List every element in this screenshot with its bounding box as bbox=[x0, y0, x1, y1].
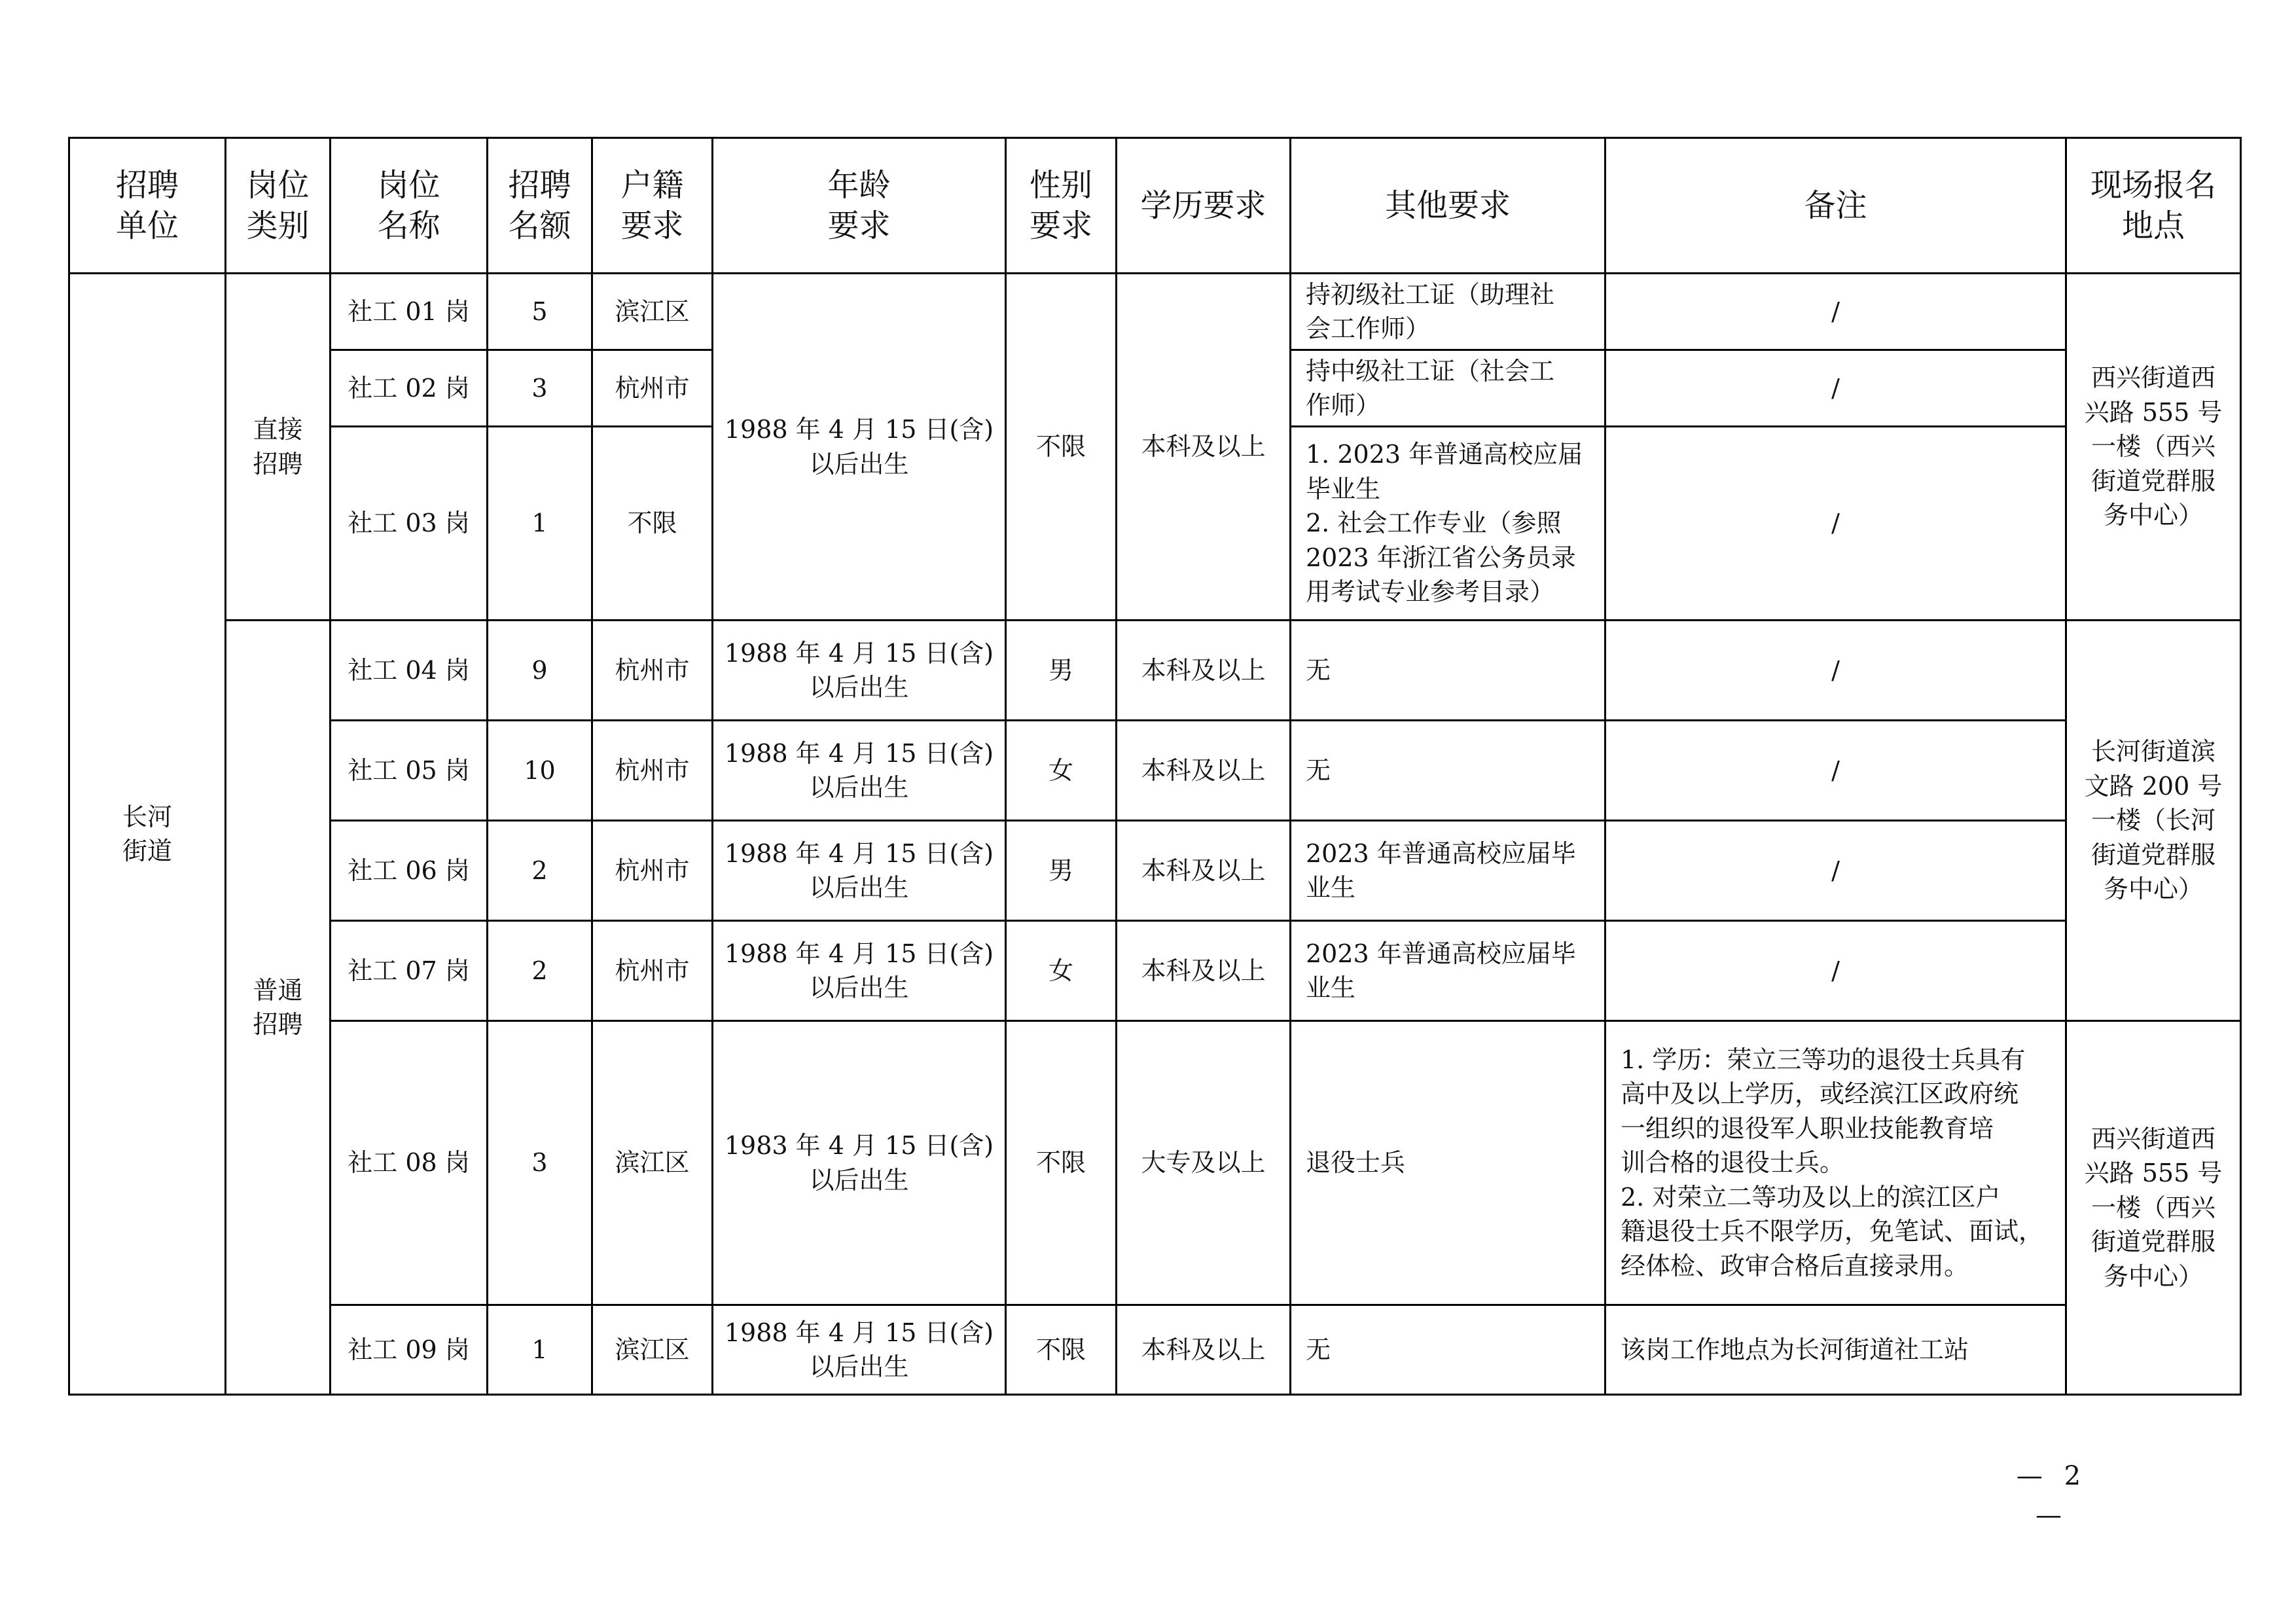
table-row bbox=[69, 1021, 2241, 1305]
quota: 9 bbox=[488, 621, 592, 721]
recruitment-table bbox=[68, 137, 2242, 1396]
header-quota: 招聘 名额 bbox=[488, 138, 592, 274]
table-row bbox=[69, 821, 2241, 921]
quota: 1 bbox=[488, 1305, 592, 1395]
page-number: — 2 — bbox=[2016, 1461, 2088, 1530]
table-row bbox=[69, 1305, 2241, 1395]
quota: 3 bbox=[488, 350, 592, 427]
quota: 5 bbox=[488, 274, 592, 350]
quota: 1 bbox=[488, 427, 592, 621]
table-row bbox=[69, 921, 2241, 1021]
other-requirements: 1. 2023 年普通高校应届 毕业生 2. 社会工作专业（参照 2023 年浙江省公务员录 用考试专业参考目录） bbox=[1291, 427, 1605, 621]
hukou: 杭州市 bbox=[592, 721, 713, 821]
registration-location: 西兴街道西 兴路 555 号 一楼（西兴 街道党群服 务中心） bbox=[2066, 274, 2241, 621]
position-name: 社工 09 岗 bbox=[331, 1305, 488, 1395]
other-requirements: 2023 年普通高校应届毕 业生 bbox=[1291, 821, 1605, 921]
gender-requirement: 女 bbox=[1006, 721, 1117, 821]
category-general: 普通 招聘 bbox=[226, 621, 331, 1395]
position-name: 社工 02 岗 bbox=[331, 350, 488, 427]
header-position-name: 岗位 名称 bbox=[331, 138, 488, 274]
age-requirement: 1983 年 4 月 15 日(含) 以后出生 bbox=[713, 1021, 1006, 1305]
age-requirement: 1988 年 4 月 15 日(含) 以后出生 bbox=[713, 1305, 1006, 1395]
hukou: 不限 bbox=[592, 427, 713, 621]
age-requirement: 1988 年 4 月 15 日(含) 以后出生 bbox=[713, 721, 1006, 821]
quota: 2 bbox=[488, 921, 592, 1021]
other-requirements: 2023 年普通高校应届毕 业生 bbox=[1291, 921, 1605, 1021]
position-name: 社工 01 岗 bbox=[331, 274, 488, 350]
gender-requirement: 不限 bbox=[1006, 1305, 1117, 1395]
education-requirement: 本科及以上 bbox=[1117, 621, 1291, 721]
position-name: 社工 04 岗 bbox=[331, 621, 488, 721]
other-requirements: 无 bbox=[1291, 1305, 1605, 1395]
gender-requirement: 男 bbox=[1006, 821, 1117, 921]
quota: 10 bbox=[488, 721, 592, 821]
position-name: 社工 06 岗 bbox=[331, 821, 488, 921]
hukou: 杭州市 bbox=[592, 621, 713, 721]
education-requirement: 本科及以上 bbox=[1117, 821, 1291, 921]
gender-requirement: 男 bbox=[1006, 621, 1117, 721]
gender-requirement: 不限 bbox=[1006, 1021, 1117, 1305]
quota: 2 bbox=[488, 821, 592, 921]
hukou: 滨江区 bbox=[592, 1305, 713, 1395]
hukou: 杭州市 bbox=[592, 921, 713, 1021]
header-age: 年龄 要求 bbox=[713, 138, 1006, 274]
education-requirement: 本科及以上 bbox=[1117, 921, 1291, 1021]
header-gender: 性别 要求 bbox=[1006, 138, 1117, 274]
position-name: 社工 05 岗 bbox=[331, 721, 488, 821]
other-requirements: 无 bbox=[1291, 621, 1605, 721]
table-row bbox=[69, 721, 2241, 821]
header-notes: 备注 bbox=[1605, 138, 2066, 274]
note: / bbox=[1605, 721, 2066, 821]
header-hukou: 户籍 要求 bbox=[592, 138, 713, 274]
note: / bbox=[1605, 621, 2066, 721]
table-row bbox=[69, 274, 2241, 350]
hukou: 杭州市 bbox=[592, 821, 713, 921]
hukou: 滨江区 bbox=[592, 274, 713, 350]
other-requirements: 持初级社工证（助理社 会工作师） bbox=[1291, 274, 1605, 350]
note: 1. 学历：荣立三等功的退役士兵具有 高中及以上学历，或经滨江区政府统 一组织的退役军人职业技能教育培 训合格的退役士兵。 2. 对荣立二等功及以上的滨江区户 籍退役士兵不限学历，免笔试、面试， 经体检、政审合格后直接录用。 bbox=[1605, 1021, 2066, 1305]
education-requirement: 本科及以上 bbox=[1117, 274, 1291, 621]
hukou: 杭州市 bbox=[592, 350, 713, 427]
position-name: 社工 08 岗 bbox=[331, 1021, 488, 1305]
gender-requirement: 女 bbox=[1006, 921, 1117, 1021]
note: / bbox=[1605, 921, 2066, 1021]
header-category: 岗位 类别 bbox=[226, 138, 331, 274]
category-direct: 直接 招聘 bbox=[226, 274, 331, 621]
position-name: 社工 07 岗 bbox=[331, 921, 488, 1021]
education-requirement: 本科及以上 bbox=[1117, 1305, 1291, 1395]
hukou: 滨江区 bbox=[592, 1021, 713, 1305]
registration-location: 长河街道滨 文路 200 号 一楼（长河 街道党群服 务中心） bbox=[2066, 621, 2241, 1021]
recruiting-unit: 长河 街道 bbox=[69, 274, 226, 1395]
header-row bbox=[69, 138, 2241, 274]
table-row bbox=[69, 621, 2241, 721]
quota: 3 bbox=[488, 1021, 592, 1305]
header-other-requirements: 其他要求 bbox=[1291, 138, 1605, 274]
header-education: 学历要求 bbox=[1117, 138, 1291, 274]
age-requirement: 1988 年 4 月 15 日(含) 以后出生 bbox=[713, 621, 1006, 721]
education-requirement: 大专及以上 bbox=[1117, 1021, 1291, 1305]
other-requirements: 持中级社工证（社会工 作师） bbox=[1291, 350, 1605, 427]
education-requirement: 本科及以上 bbox=[1117, 721, 1291, 821]
other-requirements: 无 bbox=[1291, 721, 1605, 821]
age-requirement: 1988 年 4 月 15 日(含) 以后出生 bbox=[713, 921, 1006, 1021]
age-requirement: 1988 年 4 月 15 日(含) 以后出生 bbox=[713, 274, 1006, 621]
note: / bbox=[1605, 427, 2066, 621]
note: / bbox=[1605, 350, 2066, 427]
other-requirements: 退役士兵 bbox=[1291, 1021, 1605, 1305]
note: / bbox=[1605, 274, 2066, 350]
age-requirement: 1988 年 4 月 15 日(含) 以后出生 bbox=[713, 821, 1006, 921]
registration-location: 西兴街道西 兴路 555 号 一楼（西兴 街道党群服 务中心） bbox=[2066, 1021, 2241, 1395]
gender-requirement: 不限 bbox=[1006, 274, 1117, 621]
position-name: 社工 03 岗 bbox=[331, 427, 488, 621]
header-registration-location: 现场报名 地点 bbox=[2066, 138, 2241, 274]
note: 该岗工作地点为长河街道社工站 bbox=[1605, 1305, 2066, 1395]
note: / bbox=[1605, 821, 2066, 921]
header-unit: 招聘 单位 bbox=[69, 138, 226, 274]
